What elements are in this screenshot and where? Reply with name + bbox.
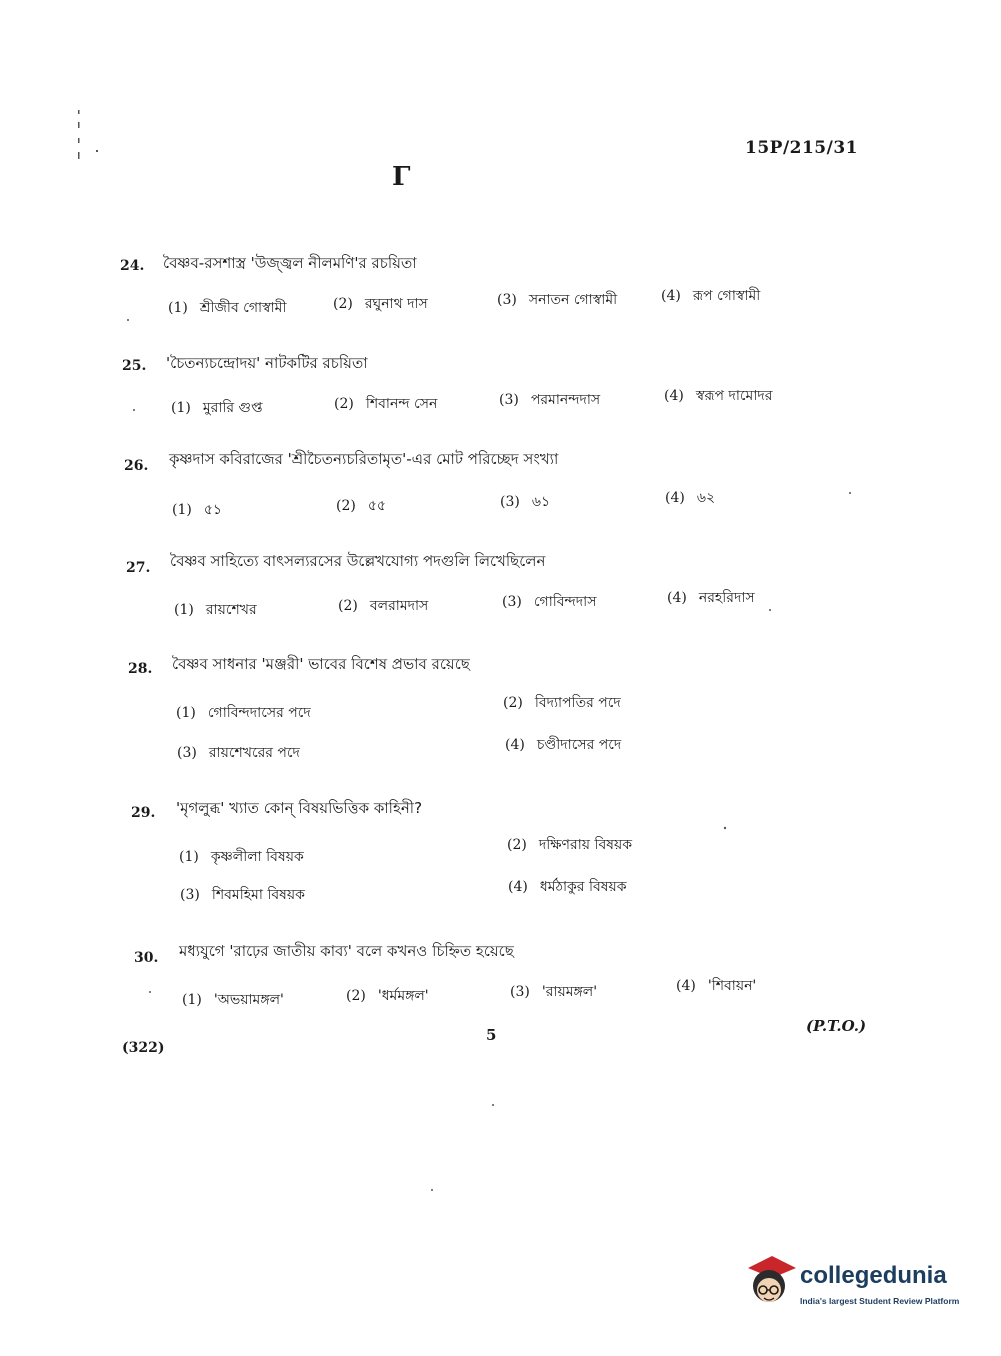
paper-code: 15P/215/31 (745, 138, 859, 158)
option: (1) রায়শেখর (174, 602, 257, 618)
mascot-logo-icon (742, 1250, 798, 1314)
option: (3) গোবিন্দদাস (502, 594, 597, 610)
option: (3) রায়শেখরের পদে (177, 745, 300, 761)
question-number: 26. (124, 458, 149, 474)
option: (1) 'অভয়ামঙ্গল' (182, 992, 284, 1008)
question-text: বৈষ্ণব সাহিত্যে বাৎসল্যরসের উল্লেখযোগ্য পদগুলি লিখেছিলেন (170, 552, 546, 570)
option: (4) চণ্ডীদাসের পদে (505, 737, 622, 753)
option: (3) পরমানন্দদাস (499, 392, 601, 408)
question-number: 25. (122, 358, 147, 374)
booklet-number: (322) (122, 1040, 165, 1056)
question-number: 27. (126, 560, 151, 576)
question-text: মধ্যযুগে 'রাঢ়ের জাতীয় কাব্য' বলে কখনও চিহ্নিত হয়েছে (179, 942, 514, 960)
option: (1) শ্রীজীব গোস্বামী (168, 300, 287, 316)
option: (1) গোবিন্দদাসের পদে (176, 705, 311, 721)
option: (4) 'শিবায়ন' (676, 978, 757, 994)
option: (2) রঘুনাথ দাস (333, 296, 428, 312)
option: (3) শিবমহিমা বিষয়ক (180, 887, 305, 903)
question-number: 30. (134, 950, 159, 966)
question-text: বৈষ্ণব-রসশাস্ত্র 'উজ্জ্বল নীলমণি'র রচয়িতা (163, 254, 417, 272)
option: (2) বলরামদাস (338, 598, 429, 614)
question-number: 29. (131, 805, 156, 821)
question-number: 28. (128, 661, 153, 677)
question-text: বৈষ্ণব সাধনার 'মঞ্জরী' ভাবের বিশেষ প্রভাব রয়েছে (172, 655, 470, 673)
option: (2) শিবানন্দ সেন (334, 396, 438, 412)
question-text: 'চৈতন্যচন্দ্রোদয়' নাটকটির রচয়িতা (166, 354, 368, 372)
collegedunia-watermark (742, 1250, 982, 1314)
option: (2) বিদ্যাপতির পদে (503, 695, 621, 711)
option: (4) নরহরিদাস (667, 590, 755, 606)
option: (1) ৫১ (172, 502, 223, 518)
option: (2) দক্ষিণরায় বিষয়ক (507, 837, 633, 853)
question-number: 24. (120, 258, 145, 274)
option: (2) ৫৫ (336, 498, 387, 514)
pto-label: (P.T.O.) (806, 1017, 867, 1035)
watermark-tagline: India's largest Student Review Platform (800, 1296, 960, 1306)
option: (4) রূপ গোস্বামী (661, 288, 761, 304)
option: (1) মুরারি গুপ্ত (171, 400, 263, 416)
option: (2) 'ধর্মমঙ্গল' (346, 988, 429, 1004)
option: (1) কৃষ্ণলীলা বিষয়ক (179, 849, 304, 865)
option: (3) 'রায়মঙ্গল' (510, 984, 598, 1000)
watermark-brand: collegedunia (800, 1262, 947, 1289)
option: (4) ৬২ (665, 490, 716, 506)
option: (4) স্বরূপ দামোদর (664, 388, 773, 404)
corner-mark: Γ (392, 162, 411, 192)
option: (3) সনাতন গোস্বামী (497, 292, 618, 308)
page-number: 5 (486, 1026, 497, 1044)
question-text: 'মৃগলুব্ধ' খ্যাত কোন্ বিষয়ভিত্তিক কাহিনী? (176, 799, 423, 817)
option: (3) ৬১ (500, 494, 551, 510)
question-text: কৃষ্ণদাস কবিরাজের 'শ্রীচৈতন্যচরিতামৃত'-এর মোট পরিচ্ছেদ সংখ্যা (169, 450, 559, 468)
option: (4) ধর্মঠাকুর বিষয়ক (508, 879, 627, 895)
